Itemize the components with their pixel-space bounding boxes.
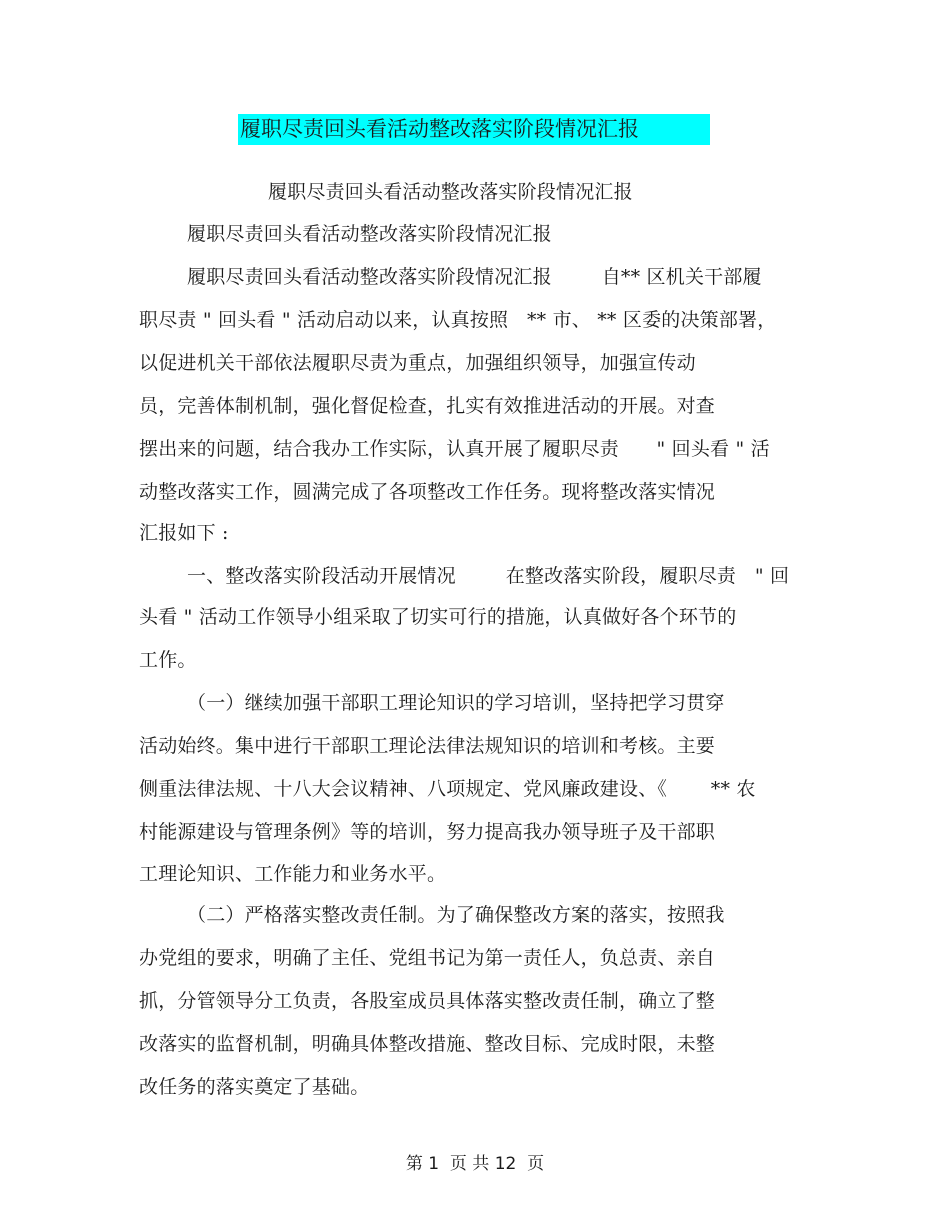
subsection-line: （二）严格落实整改责任制。为了确保整改方案的落实，按照我: [187, 904, 725, 926]
body-line: 动整改落实工作，圆满完成了各项整改工作任务。现将整改落实情况: [139, 481, 716, 503]
section-heading-line: 一、整改落实阶段活动开展情况 在整改落实阶段，履职尽责 " 回: [187, 565, 790, 587]
body-line: 改落实的监督机制，明确具体整改措施、整改目标、完成时限，未整: [139, 1033, 716, 1055]
body-line: 员，完善体制机制，强化督促检查，扎实有效推进活动的开展。对查: [139, 395, 716, 417]
body-line: 工理论知识、工作能力和业务水平。: [139, 863, 447, 885]
body-line: 活动始终。集中进行干部职工理论法律法规知识的培训和考核。主要: [139, 735, 716, 757]
body-line: 抓，分管领导分工负责，各股室成员具体落实整改责任制，确立了整: [139, 990, 716, 1012]
subsection-line: （一）继续加强干部职工理论知识的学习培训，坚持把学习贯穿: [187, 692, 725, 714]
body-line: 村能源建设与管理条例》等的培训，努力提高我办领导班子及干部职: [139, 821, 716, 843]
page-footer: 第 1 页 共 12 页: [405, 1154, 545, 1174]
body-line: 汇报如下 :: [139, 522, 229, 544]
body-line: 改任务的落实奠定了基础。: [139, 1076, 370, 1098]
body-line: 以促进机关干部依法履职尽责为重点，加强组织领导，加强宣传动: [139, 352, 696, 374]
body-line: 履职尽责回头看活动整改落实阶段情况汇报: [187, 223, 552, 245]
body-line: 头看 " 活动工作领导小组采取了切实可行的措施，认真做好各个环节的: [139, 606, 737, 628]
body-line: 侧重法律法规、十八大会议精神、八项规定、党风廉政建设、《 ** 农: [139, 778, 756, 800]
body-line: 工作。: [139, 649, 197, 671]
body-line: 办党组的要求，明确了主任、党组书记为第一责任人，负总责、亲自: [139, 947, 716, 969]
document-subtitle: 履职尽责回头看活动整改落实阶段情况汇报: [268, 181, 633, 203]
body-line: 职尽责 " 回头看 " 活动启动以来，认真按照 ** 市、 ** 区委的决策部署，: [139, 309, 777, 331]
body-line: 摆出来的问题，结合我办工作实际，认真开展了履职尽责 " 回头看 " 活: [139, 438, 770, 460]
body-line: 履职尽责回头看活动整改落实阶段情况汇报 自** 区机关干部履: [187, 266, 762, 288]
document-title: 履职尽责回头看活动整改落实阶段情况汇报: [238, 114, 710, 145]
